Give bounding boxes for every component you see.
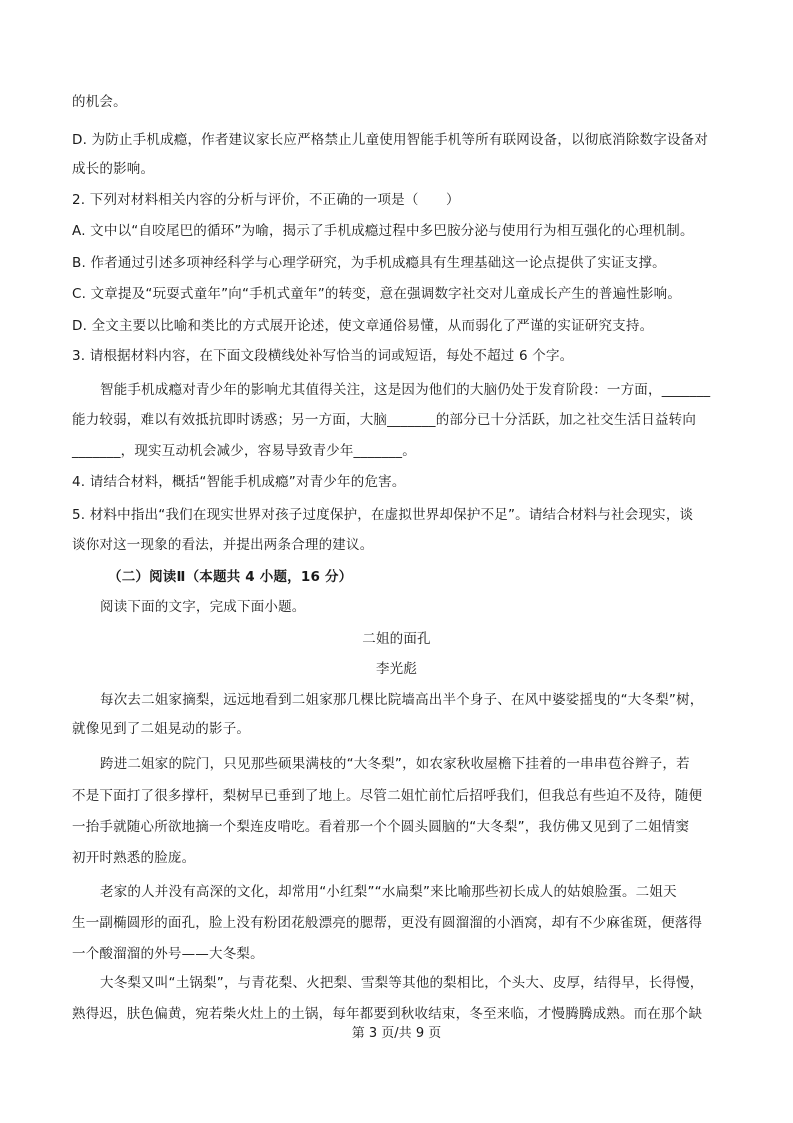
option-d-line: D. 为防止手机成瘾，作者建议家长应严格禁止儿童使用智能手机等所有联网设备，以彻底消除数字设备对 [72, 132, 709, 148]
question-5-cont: 谈你对这一现象的看法，并提出两条合理的建议。 [72, 537, 374, 553]
question-2: 2. 下列对材料相关内容的分析与评价，不正确的一项是（ ） [72, 192, 460, 208]
article-paragraph-line: 一抬手就随心所欲地摘一个梨连皮啃吃。看着那一个个圆头圆脑的“大冬梨”，我仿佛又见到了二姐情窦 [72, 819, 690, 835]
article-paragraph-line: 老家的人并没有高深的文化，却常用“小红梨”“水扁梨”来比喻那些初长成人的姑娘脸蛋。二姐天 [100, 884, 677, 900]
instruction: 阅读下面的文字，完成下面小题。 [100, 599, 306, 615]
article-paragraph-line: 就像见到了二姐晃动的影子。 [72, 721, 251, 737]
option-b: B. 作者通过引述多项神经科学与心理学研究，为手机成瘾具有生理基础这一论点提供了实证支撑。 [72, 255, 666, 271]
option-d: D. 全文主要以比喻和类比的方式展开论述，使文章通俗易懂，从而弱化了严谨的实证研究支持。 [72, 318, 654, 334]
article-paragraph-line: 一个酸溜溜的外号——大冬梨。 [72, 946, 264, 962]
question-4: 4. 请结合材料，概括“智能手机成瘾”对青少年的危害。 [72, 474, 406, 490]
fill-blank-paragraph-line: 智能手机成瘾对青少年的影响尤其值得关注，这是因为他们的大脑仍处于发育阶段：一方面，_______ [100, 382, 711, 398]
fill-blank-paragraph-line: 能力较弱，难以有效抵抗即时诱惑；另一方面，大脑_______的部分已十分活跃，加之社交生活日益转向 [72, 412, 697, 428]
article-paragraph-line: 不是下面打了很多撑杆，梨树早已垂到了地上。尽管二姐忙前忙后招呼我们，但我总有些迫不及待，随便 [72, 788, 703, 804]
article-paragraph-line: 熟得迟，肤色偏黄，宛若柴火灶上的土锅，每年都要到秋收结束，冬至来临，才慢腾腾成熟。而在那个缺 [72, 1006, 703, 1022]
text-line: 成长的影响。 [72, 161, 155, 177]
article-paragraph-line: 生一副椭圆形的面孔，脸上没有粉团花般漂亮的腮帮，更没有圆溜溜的小酒窝，却有不少麻雀斑，便落得 [72, 915, 703, 931]
article-paragraph-line: 初开时熟悉的脸庞。 [72, 850, 196, 866]
option-c: C. 文章提及“玩耍式童年”向“手机式童年”的转变，意在强调数字社交对儿童成长产生的普遍性影响。 [72, 286, 682, 302]
question-5: 5. 材料中指出“我们在现实世界对孩子过度保护，在虚拟世界却保护不足”。请结合材料与社会现实，谈 [72, 507, 694, 523]
fill-blank-paragraph-line: _______，现实互动机会减少，容易导致青少年_______。 [72, 443, 416, 459]
article-author: 李光彪 [375, 661, 418, 677]
section-heading: （二）阅读Ⅱ（本题共 4 小题，16 分） [108, 569, 353, 585]
article-paragraph-line: 大冬梨又叫“土锅梨”，与青花梨、火把梨、雪梨等其他的梨相比，个头大、皮厚，结得早，长得慢， [100, 975, 704, 991]
article-paragraph-line: 跨进二姐家的院门，只见那些硕果满枝的“大冬梨”，如农家秋收屋檐下挂着的一串串苞谷辫子，若 [100, 756, 690, 772]
question-3: 3. 请根据材料内容，在下面文段横线处补写恰当的词或短语，每处不超过 6 个字。 [72, 348, 574, 364]
article-title: 二姐的面孔 [362, 631, 431, 647]
text-line: 的机会。 [72, 94, 127, 110]
option-a: A. 文中以“自咬尾巴的循环”为喻，揭示了手机成瘾过程中多巴胺分泌与使用行为相互强化的心理机制。 [72, 223, 694, 239]
page-footer: 第 3 页/共 9 页 [351, 1026, 442, 1041]
article-paragraph-line: 每次去二姐家摘梨，远远地看到二姐家那几棵比院墙高出半个身子、在风中婆娑摇曳的“大冬梨”树， [100, 692, 704, 708]
